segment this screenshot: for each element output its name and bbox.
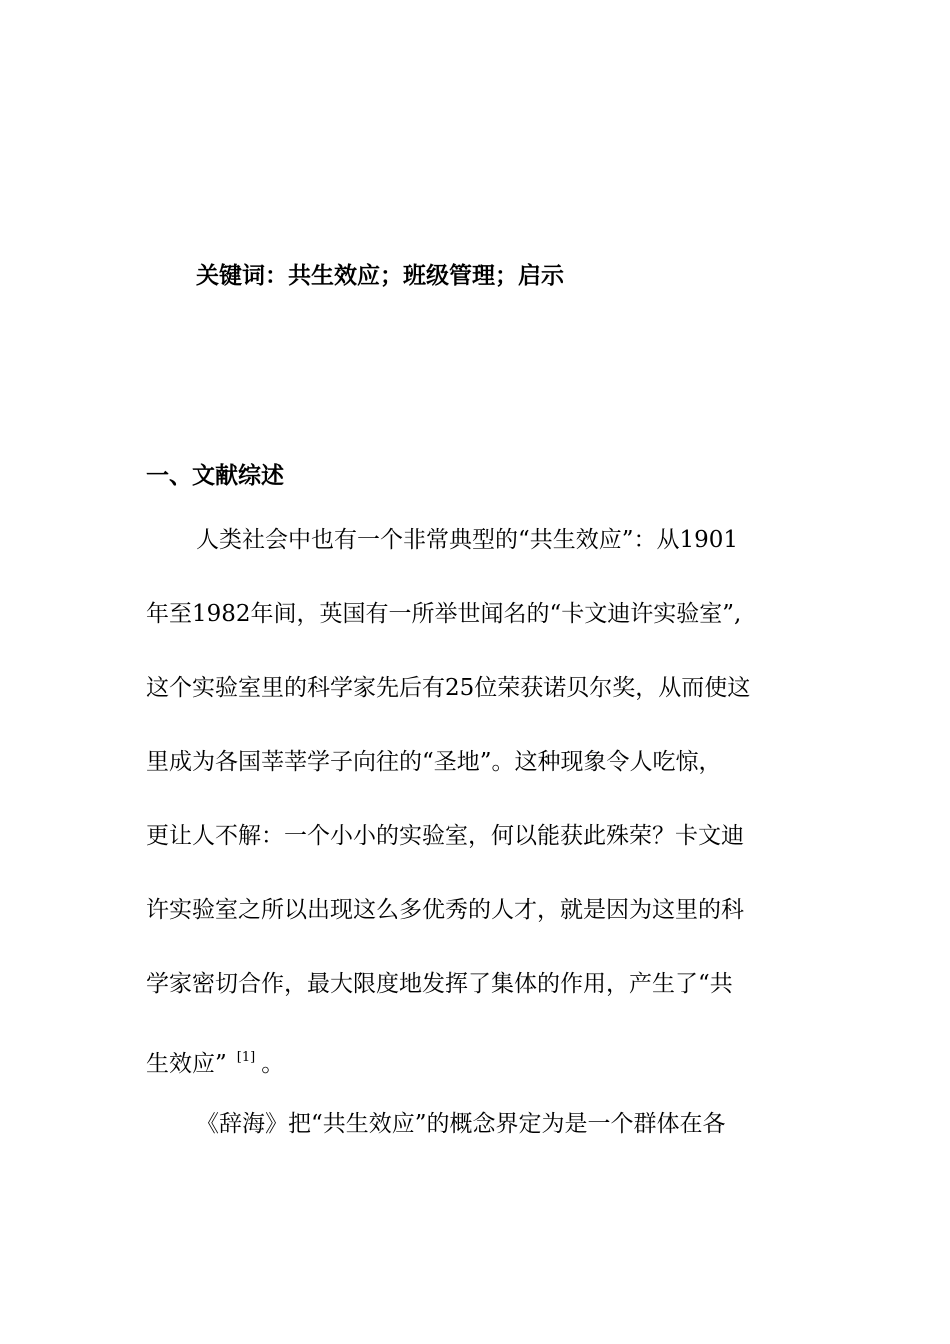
paragraph-last-line — [146, 1040, 284, 1082]
keywords-line: 关键词：共生效应；班级管理；启示 — [196, 263, 564, 289]
paragraph-line: 更让人不解：一个小小的实验室，何以能获此殊荣？卡文迪 — [146, 823, 744, 849]
paragraph-line: 里成为各国莘莘学子向往的“圣地”。这种现象令人吃惊， — [146, 749, 722, 775]
paragraph-line: 许实验室之所以出现这么多优秀的人才，就是因为这里的科 — [146, 897, 744, 923]
paragraph-line: 年至1982年间，英国有一所举世闻名的“卡文迪许实验室”, — [146, 601, 742, 627]
paragraph-line-end: 。 — [261, 1051, 285, 1077]
paragraph-line: 人类社会中也有一个非常典型的“共生效应”：从1901 — [196, 527, 739, 553]
citation-reference: [1] — [236, 1050, 256, 1065]
paragraph-line-text: 生效应” — [146, 1051, 227, 1077]
paragraph-line: 《辞海》把“共生效应”的概念界定为是一个群体在各 — [196, 1111, 726, 1137]
paragraph-line: 学家密切合作，最大限度地发挥了集体的作用，产生了“共 — [146, 971, 733, 997]
paragraph-line: 这个实验室里的科学家先后有25位荣获诺贝尔奖，从而使这 — [146, 675, 751, 701]
section-heading: 一、文献综述 — [146, 463, 284, 489]
